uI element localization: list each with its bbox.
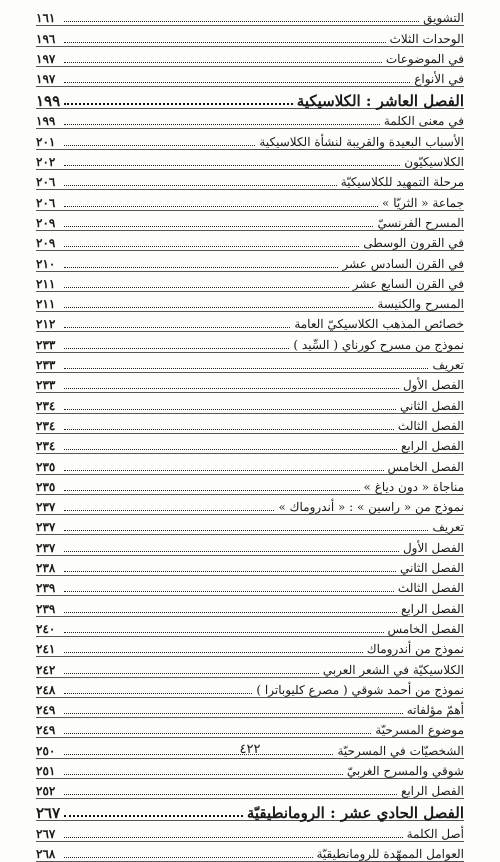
toc-entry-title: في القرن السادس عشر [342,256,464,271]
toc-entry [36,170,464,190]
toc-entry-page: ٢٣٣ [36,378,56,393]
toc-entry-title: المسرح الفرنسيّ [377,215,464,230]
toc-entry [36,556,464,576]
dot-leader [64,257,338,271]
toc-entry [36,759,464,779]
dot-leader [64,439,397,453]
toc-entry [36,6,464,26]
toc-chapter-heading [36,799,464,821]
toc-entry [36,373,464,393]
dot-leader [64,52,382,66]
toc-entry-page: ١٩٧ [36,72,56,87]
page-number: ٤٢٢ [239,742,261,757]
toc-entry [36,47,464,67]
toc-entry-page: ٢٠٢ [36,155,56,170]
toc-entry [36,515,464,535]
toc-entry [36,150,464,170]
toc-entry-page: ٢٣٣ [36,337,56,352]
toc-entry [36,596,464,616]
dot-leader [64,723,371,737]
toc-entry [36,312,464,332]
dot-leader [64,419,394,433]
toc-entry [36,657,464,677]
toc-entry-title: نموذج من مسرح كورناي ( السِّيد ) [293,337,464,352]
dot-leader [64,196,378,210]
toc-entry-page: ٢٣٤ [36,418,56,433]
dot-leader [64,317,290,331]
toc-entry [36,678,464,698]
toc-entry-page: ١٩٧ [36,51,56,66]
toc-entry-page: ٢٤٨ [36,682,56,697]
toc-entry-title: خصائص المذهب الكلاسيكيّ العامة [294,317,464,332]
toc-entry [36,698,464,718]
toc-entry-title: في معنى الكلمة [383,114,464,129]
dot-leader [64,94,293,108]
toc-entry [36,231,464,251]
dot-leader [64,358,428,372]
toc-entry [36,617,464,637]
dot-leader [64,622,384,636]
toc-entry-title: الفصل العاشر : الكلاسيكية [296,92,464,111]
toc-entry-title: الفصل الخامس [387,459,464,474]
toc-entry [36,779,464,799]
toc-entry-title: في القرن السابع عشر [352,276,464,291]
toc-entry-title: نموذج من أندروماك [366,642,464,657]
toc-entry [36,190,464,210]
toc-entry [36,67,464,87]
dot-leader [64,155,400,169]
toc-entry-title: مناجاة « دون دياغ » [363,479,464,494]
dot-leader [64,663,319,677]
toc-entry-title: الفصل الثاني [400,561,464,576]
toc-entry-title: الكلاسيكيّة في الشعر العربي [322,662,464,677]
toc-entry-title: الفصل الثالث [397,581,464,596]
toc-entry-title: جماعة « الثريّا » [382,195,464,210]
dot-leader [64,764,343,778]
toc-entry-page: ٢٣٥ [36,459,56,474]
toc-entry-page: ٢٣٤ [36,398,56,413]
dot-leader [64,399,396,413]
toc-entry [36,414,464,434]
toc-entry-title: تعريف [432,358,464,373]
dot-leader [64,11,419,25]
dot-leader [64,602,397,616]
toc-entry [36,842,464,862]
toc-entry-page: ٢٣٥ [36,479,56,494]
dot-leader [64,847,313,861]
toc-entry-title: نموذج من أحمد شوقي ( مصرع كليوباترا ) [256,682,464,697]
toc-entry-title: الوحدات الثلاث [389,31,464,46]
dot-leader [64,216,373,230]
toc-entry-page: ٢٦٧ [36,804,61,823]
toc-entry-page: ٢٣٣ [36,358,56,373]
toc-entry-title: في الأنواع [414,72,464,87]
toc-entry-title: تعريف [432,520,464,535]
toc-entry [36,718,464,738]
toc-entry [36,576,464,596]
toc-entry-title: الفصل الرابع [400,439,464,454]
toc-entry [36,129,464,149]
toc-entry-title: العوامل الممهّدة للرومانطيقيّة [316,846,464,861]
toc-entry-page: ٢٠٩ [36,236,56,251]
dot-leader [64,784,397,798]
toc-entry-title: في الموضوعات [385,51,464,66]
toc-entry-title: الشخصيّات في المسرحيّة [337,743,464,758]
toc-entry-page: ٢٠٦ [36,175,56,190]
toc-entry [36,821,464,841]
dot-leader [64,703,403,717]
toc-entry-page: ١٦١ [36,11,56,26]
toc-entry-title: موضوع المسرحيّة [375,723,464,738]
toc-entry-title: نموذج من « راسين » : « أندروماك » [278,500,464,515]
toc-entry [36,475,464,495]
toc-entry [36,251,464,271]
toc-entry-title: مرحلة التمهيد للكلاسيكيّة [340,175,464,190]
dot-leader [64,236,359,250]
toc-entry [36,454,464,474]
toc-entry [36,211,464,231]
toc-entry-page: ٢٤٩ [36,723,56,738]
toc-entry-title: الفصل الأول [402,378,464,393]
toc-entry-title: أهمّ مؤلفاته [406,703,464,718]
dot-leader [64,683,252,697]
toc-entry [36,272,464,292]
dot-leader [64,500,274,514]
dot-leader [64,135,255,149]
toc-entry-page: ٢٤١ [36,642,56,657]
toc-entry-title: الفصل الرابع [400,601,464,616]
dot-leader [64,32,386,46]
toc-entry-page: ٢٦٧ [36,826,56,841]
toc-entry-title: الفصل الرابع [400,784,464,799]
toc-entry [36,292,464,312]
toc-entry-page: ٢١٠ [36,256,56,271]
dot-leader [64,806,243,820]
dot-leader [64,72,410,86]
toc-entry-page: ٢٠٦ [36,195,56,210]
dot-leader [64,175,337,189]
dot-leader [64,338,289,352]
dot-leader [64,541,399,555]
toc-entry-title: التشويق [423,11,464,26]
toc-entry-page: ٢٠٩ [36,215,56,230]
toc-entry-page: ٢٣٩ [36,581,56,596]
dot-leader [64,642,363,656]
toc-entry [36,353,464,373]
toc-entry-page: ٢١١ [36,297,56,312]
toc-entry-title: الفصل الثاني [400,398,464,413]
toc-entry [36,535,464,555]
toc-entry-page: ٢٥١ [36,763,56,778]
toc-entry [36,434,464,454]
toc-entry-page: ٢٣٩ [36,601,56,616]
toc-entry-title: شوقي والمسرح الغربيّ [346,763,464,778]
toc-entry-title: الفصل الحادي عشر : الرومانطيقيّة [246,804,464,823]
toc-entry [36,637,464,657]
toc-entry-page: ١٩٩ [36,114,56,129]
toc-entry-page: ٢٤٢ [36,662,56,677]
toc-entry-page: ٢٤٠ [36,621,56,636]
dot-leader [64,114,380,128]
toc-entry-page: ٢٤٩ [36,703,56,718]
toc-entry-page: ٢٦٨ [36,846,56,861]
toc-entry [36,393,464,413]
toc-entry-page: ٢٣٨ [36,561,56,576]
toc-entry [36,495,464,515]
toc-entry-page: ٢٣٧ [36,540,56,555]
toc-entry-page: ٢٠١ [36,134,56,149]
dot-leader [64,277,349,291]
toc-entry-page: ١٩٦ [36,31,56,46]
toc-entry-title: أصل الكلمة [406,826,464,841]
table-of-contents [36,6,464,862]
toc-entry-page: ٢٥٢ [36,784,56,799]
dot-leader [64,520,428,534]
toc-entry-title: الفصل الخامس [387,621,464,636]
toc-entry-page: ٢٥٠ [36,743,56,758]
toc-entry-page: ١٩٩ [36,92,61,111]
dot-leader [64,581,394,595]
dot-leader [64,378,399,392]
toc-entry-title: الفصل الأول [402,540,464,555]
dot-leader [64,561,396,575]
toc-entry-page: ٢٣٤ [36,439,56,454]
toc-entry-page: ٢٣٧ [36,520,56,535]
toc-entry [36,332,464,352]
toc-entry-title: الكلاسيكيّون [404,155,464,170]
toc-entry-title: الأسباب البعيدة والقريبة لنشأة الكلاسيكية [259,134,464,149]
toc-entry-title: المسرح والكنيسة [377,297,464,312]
dot-leader [64,827,403,841]
toc-entry-title: في القرون الوسطى [363,236,464,251]
toc-entry [36,109,464,129]
dot-leader [64,460,384,474]
toc-chapter-heading [36,87,464,109]
toc-entry [36,26,464,46]
toc-entry-title: الفصل الثالث [397,418,464,433]
toc-entry-page: ٢١٢ [36,317,56,332]
toc-entry-page: ٢١١ [36,276,56,291]
dot-leader [64,480,360,494]
toc-entry-page: ٢٣٧ [36,500,56,515]
dot-leader [64,297,373,311]
